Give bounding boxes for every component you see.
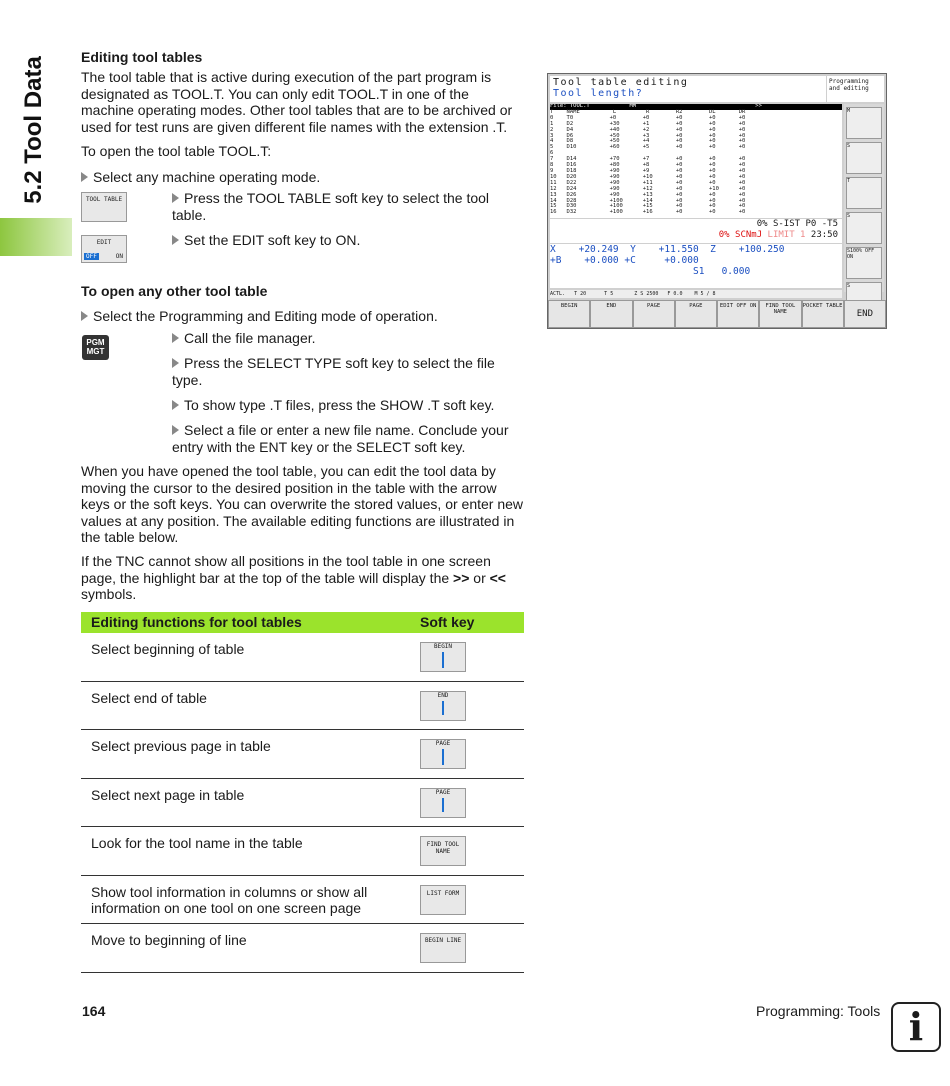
header-soft-key: Soft key	[420, 614, 475, 630]
bullet-triangle-icon	[81, 311, 88, 321]
tool-table-softkey-icon: TOOL TABLE	[81, 192, 127, 222]
bullet-triangle-icon	[172, 235, 179, 245]
step-set-edit-on: Set the EDIT soft key to ON.	[172, 232, 360, 249]
header-editing-functions: Editing functions for tool tables	[91, 614, 302, 630]
edit-softkey-icon: EDIT OFF ON	[81, 235, 127, 263]
table-row: Show tool information in columns or show all information on one tool on one screen page LIST FORM	[81, 876, 524, 925]
arrow-up-icon	[442, 652, 444, 668]
grid-columns: T NAME L R R2 DL DR	[550, 108, 746, 115]
table-row: Move to beginning of line BEGIN LINE	[81, 924, 524, 973]
table-header	[81, 612, 524, 633]
arrow-down-icon	[442, 798, 444, 812]
chapter-title-text: 5.2 Tool Data	[20, 56, 47, 204]
arrow-up-icon	[442, 749, 444, 765]
paragraph-open-tool-t: To open the tool table TOOL.T:	[81, 143, 272, 159]
step-select-type: Press the SELECT TYPE soft key to select the file type.	[172, 355, 495, 388]
arrow-down-icon	[442, 701, 444, 715]
step-show-t: To show type .T files, press the SHOW .T soft key.	[172, 397, 494, 414]
tool-table-grid: File: TOOL.T MM >> T NAME L R R2 DL DR 0 T0 +0 +0 +0 +0 +0 1 D2 +30 +1 +0 +0 +0 2 D4 +40 +2 +0 +0 +0 3 D6 +50 +3 +0 +0 +0 4 D8 +50 +4 +0 +0 +0 5 D10 +60 +5 +0 +0 +0 6 7 D14 +70 +7 +0 +0 +0 8 D16 +80 +8 +0 +0 +0 9 D18 +90 +9 +0 +0 +0 10 D20 +90 +10 +0 +0 +0 11 D22 +90 +11 +0 +0 +0 12 D24 +90 +12 +0 +10 +0 13 D26 +90 +13 +0 +0 +0 14 D28 +100 +14 +0 +0 +0 15 D30 +100 +15 +0 +0 +0 16 D32 +100 +16 +0 +0 +0	[550, 104, 842, 218]
table-row: Select previous page in table PAGE	[81, 730, 524, 779]
chapter-color-bar	[0, 218, 72, 256]
bullet-triangle-icon	[172, 358, 179, 368]
table-row: Select end of table END	[81, 682, 524, 731]
step-select-programming: Select the Programming and Editing mode of operation.	[81, 308, 438, 325]
screen-mode: Programming and editing	[827, 76, 884, 102]
step-call-file-manager: Call the file manager.	[172, 330, 316, 347]
screen-status: 0% S-IST P0 -T5 0% SCNmJ LIMIT 1 23:50	[550, 219, 842, 243]
section-heading-editing: Editing tool tables	[81, 49, 203, 65]
pgm-mgt-key-icon: PGM MGT	[82, 335, 109, 360]
bullet-triangle-icon	[172, 425, 179, 435]
chapter-name: Programming: Tools	[756, 1003, 881, 1019]
end-softkey-icon: END	[420, 691, 466, 721]
bullet-triangle-icon	[172, 400, 179, 410]
table-row: Select next page in table PAGE	[81, 779, 524, 828]
table-row: Select beginning of table BEGIN	[81, 633, 524, 682]
begin-line-softkey-icon: BEGIN LINE	[420, 933, 466, 963]
grid-header: File: TOOL.T MM >>	[550, 104, 842, 110]
screen-title: Tool table editing Tool length?	[550, 76, 826, 102]
step-select-mode: Select any machine operating mode.	[81, 169, 320, 186]
bullet-triangle-icon	[172, 333, 179, 343]
paragraph-editing: When you have opened the tool table, you can edit the tool data by moving the cursor to the desired position in the table with the arrow keys or the soft keys. You can overwrite the stored values, or enter new values at any position. The available editing functions are illustrated in the table below.	[81, 463, 524, 545]
find-tool-name-softkey-icon: FIND TOOL NAME	[420, 836, 466, 866]
paragraph-intro: The tool table that is active during execution of the part program is designated as TOOL.T. You can only edit TOOL.T in one of the machine operating modes. Other tool tables that are to be archived or used for test runs are given different file names with the extension .T.	[81, 69, 513, 135]
table-row: Look for the tool name in the table FIND TOOL NAME	[81, 827, 524, 876]
page-up-softkey-icon: PAGE	[420, 739, 466, 769]
step-select-file: Select a file or enter a new file name. Conclude your entry with the ENT key or the SELECT soft key.	[172, 422, 509, 455]
screen-right-softkeys: M S T S S100% OFF ON S	[844, 104, 884, 292]
editing-functions-table	[81, 612, 524, 973]
bullet-triangle-icon	[81, 172, 88, 182]
screen-position-display: X +20.249 Y +11.550 Z +100.250 +B +0.000 +C +0.000 S1 0.000	[550, 244, 842, 288]
tnc-screenshot	[547, 73, 887, 329]
paragraph-highlight-bar: If the TNC cannot show all positions in the tool table in one screen page, the highlight bar at the top of the table will display the >> or << symbols.	[81, 553, 506, 602]
info-icon: i	[891, 1002, 941, 1052]
list-form-softkey-icon: LIST FORM	[420, 885, 466, 915]
screen-status-bar: ACTL. T 20 T 5 Z S 2500 F 0.0 M 5 / 8	[550, 290, 842, 298]
page-number: 164	[82, 1003, 106, 1019]
step-press-tool-table: Press the TOOL TABLE soft key to select the tool table.	[172, 190, 490, 223]
page-down-softkey-icon: PAGE	[420, 788, 466, 818]
begin-softkey-icon: BEGIN	[420, 642, 466, 672]
bullet-triangle-icon	[172, 193, 179, 203]
section-heading-other-table: To open any other tool table	[81, 283, 268, 299]
screen-softkey-row: BEGIN END PAGE PAGE EDIT OFF ON FIND TOOL NAME POCKET TABLE END	[548, 300, 886, 328]
chapter-side-title	[10, 40, 58, 220]
